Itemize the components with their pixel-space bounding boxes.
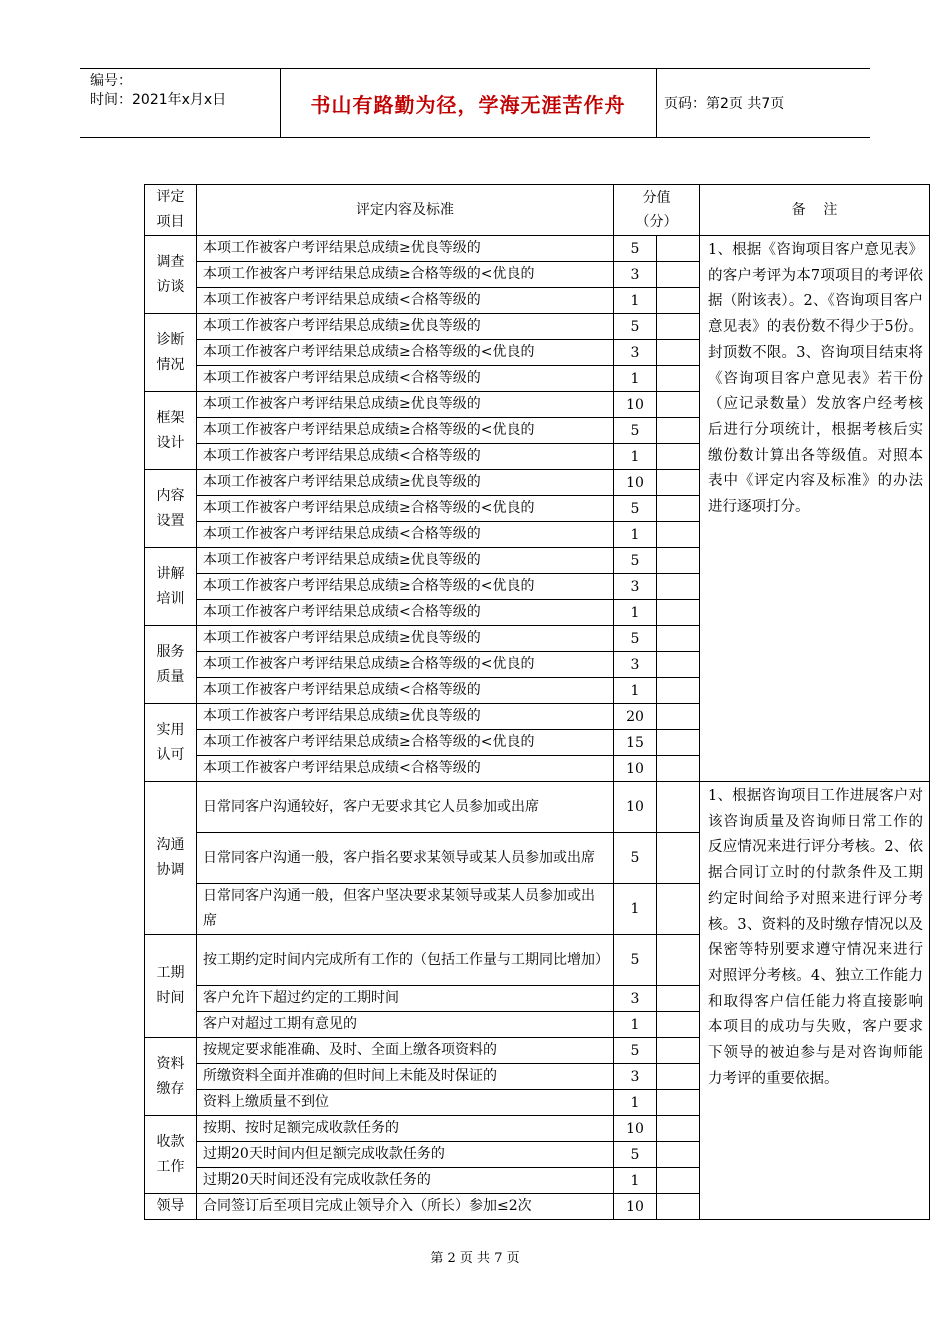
col-header-note: 备 注 [700, 185, 930, 236]
score-value: 10 [614, 392, 657, 418]
score-value: 1 [614, 884, 657, 935]
item-category-cell [145, 470, 197, 548]
score-blank-cell [657, 1116, 700, 1142]
remarks-block-2: 1、根据咨询项目工作进展客户对该咨询质量及咨询师日常工作的反应情况来进行评分考核。2、依据合同订立时的付款条件及工期约定时间给予对照来进行评分考核。3、资料的及时缴存情况以及保密等特别要求遵守情况来进行对照评分考核。4、独立工作能力和取得客户信任能力将直接影响本项目的成功与失败，客户要求下领导的被迫参与是对咨询师能力考评的重要依据。 [700, 782, 930, 1220]
col-header-score-text: 分值（分） [635, 190, 678, 230]
score-blank-cell [657, 782, 700, 833]
score-value: 10 [614, 470, 657, 496]
score-value: 5 [614, 418, 657, 444]
score-value: 1 [614, 522, 657, 548]
criteria-text: 本项工作被客户考评结果总成绩<合格等级的 [197, 288, 614, 314]
score-value: 5 [614, 548, 657, 574]
score-blank-cell [657, 678, 700, 704]
criteria-text: 客户对超过工期有意见的 [197, 1012, 614, 1038]
score-blank-cell [657, 444, 700, 470]
header-divider-right [656, 69, 657, 137]
score-value: 3 [614, 652, 657, 678]
score-value: 10 [614, 1116, 657, 1142]
score-blank-cell [657, 986, 700, 1012]
header-motto: 书山有路勤为径，学海无涯苦作舟 [310, 92, 626, 117]
item-category-cell [145, 392, 197, 470]
page-footer: 第 2 页 共 7 页 [430, 1251, 520, 1266]
criteria-text: 按规定要求能准确、及时、全面上缴各项资料的 [197, 1038, 614, 1064]
date-label: 时间：2021年x月x日 [90, 92, 227, 108]
item-category: 资料缴存 [156, 1055, 185, 1097]
item-category: 收款工作 [156, 1133, 185, 1175]
score-blank-cell [657, 366, 700, 392]
criteria-text: 本项工作被客户考评结果总成绩≥优良等级的 [197, 314, 614, 340]
score-blank-cell [657, 496, 700, 522]
score-blank-cell [657, 1012, 700, 1038]
item-category: 诊断情况 [156, 331, 185, 373]
score-value: 5 [614, 236, 657, 262]
item-category: 内容设置 [156, 487, 185, 529]
score-value: 1 [614, 678, 657, 704]
item-category-cell [145, 1116, 197, 1194]
score-value: 10 [614, 782, 657, 833]
score-blank-cell [657, 1142, 700, 1168]
table-row [145, 782, 930, 833]
criteria-text: 本项工作被客户考评结果总成绩≥优良等级的 [197, 548, 614, 574]
criteria-text: 本项工作被客户考评结果总成绩≥优良等级的 [197, 704, 614, 730]
score-value: 5 [614, 833, 657, 884]
item-category-cell [145, 782, 197, 935]
score-blank-cell [657, 522, 700, 548]
evaluation-table [144, 184, 930, 1220]
table-row [145, 236, 930, 262]
score-blank-cell [657, 418, 700, 444]
col-header-item [145, 185, 197, 236]
criteria-text: 本项工作被客户考评结果总成绩≥优良等级的 [197, 392, 614, 418]
score-blank-cell [657, 833, 700, 884]
table-header-row [145, 185, 930, 236]
item-category: 沟通协调 [156, 837, 185, 878]
col-header-content: 评定内容及标准 [197, 185, 614, 236]
score-value: 1 [614, 444, 657, 470]
item-category-cell [145, 704, 197, 782]
item-category-cell [145, 1038, 197, 1116]
criteria-text: 本项工作被客户考评结果总成绩<合格等级的 [197, 366, 614, 392]
score-value: 10 [614, 756, 657, 782]
score-value: 5 [614, 626, 657, 652]
item-category: 框架设计 [156, 409, 185, 451]
score-blank-cell [657, 1038, 700, 1064]
evaluation-table-body [145, 185, 930, 1220]
criteria-text: 本项工作被客户考评结果总成绩≥合格等级的<优良的 [197, 340, 614, 366]
item-category-cell [145, 935, 197, 1038]
criteria-text: 本项工作被客户考评结果总成绩≥合格等级的<优良的 [197, 418, 614, 444]
score-blank-cell [657, 600, 700, 626]
score-value: 1 [614, 1090, 657, 1116]
criteria-text: 日常同客户沟通一般，客户指名要求某领导或某人员参加或出席 [197, 833, 614, 884]
criteria-text: 本项工作被客户考评结果总成绩<合格等级的 [197, 600, 614, 626]
score-blank-cell [657, 470, 700, 496]
criteria-text: 本项工作被客户考评结果总成绩≥优良等级的 [197, 236, 614, 262]
score-blank-cell [657, 236, 700, 262]
score-blank-cell [657, 314, 700, 340]
item-category: 调查访谈 [156, 253, 185, 295]
item-category-cell [145, 626, 197, 704]
score-blank-cell [657, 652, 700, 678]
item-category: 服务质量 [156, 643, 185, 685]
score-blank-cell [657, 1168, 700, 1194]
score-value: 3 [614, 340, 657, 366]
score-blank-cell [657, 1064, 700, 1090]
col-header-score [614, 185, 700, 236]
criteria-text: 客户允许下超过约定的工期时间 [197, 986, 614, 1012]
serial-label: 编号： [90, 73, 132, 89]
score-blank-cell [657, 548, 700, 574]
header-meta [90, 72, 226, 110]
criteria-text: 合同签订后至项目完成止领导介入（所长）参加≤2次 [197, 1194, 614, 1220]
criteria-text: 过期20天时间内但足额完成收款任务的 [197, 1142, 614, 1168]
criteria-text: 本项工作被客户考评结果总成绩≥合格等级的<优良的 [197, 496, 614, 522]
criteria-text: 本项工作被客户考评结果总成绩≥合格等级的<优良的 [197, 652, 614, 678]
item-category: 领导 [156, 1198, 185, 1214]
criteria-text: 本项工作被客户考评结果总成绩≥合格等级的<优良的 [197, 574, 614, 600]
criteria-text: 本项工作被客户考评结果总成绩≥合格等级的<优良的 [197, 730, 614, 756]
criteria-text: 本项工作被客户考评结果总成绩≥优良等级的 [197, 470, 614, 496]
score-blank-cell [657, 884, 700, 935]
score-value: 5 [614, 935, 657, 986]
score-blank-cell [657, 756, 700, 782]
criteria-text: 本项工作被客户考评结果总成绩<合格等级的 [197, 678, 614, 704]
score-value: 1 [614, 288, 657, 314]
header-page-info: 页码：第2页 共7页 [664, 96, 785, 112]
item-category-cell [145, 1194, 197, 1220]
item-category-cell [145, 236, 197, 314]
item-category-cell [145, 548, 197, 626]
item-category-cell [145, 314, 197, 392]
score-value: 3 [614, 986, 657, 1012]
criteria-text: 日常同客户沟通一般，但客户坚决要求某领导或某人员参加或出席 [197, 884, 614, 935]
score-blank-cell [657, 262, 700, 288]
score-blank-cell [657, 935, 700, 986]
score-value: 10 [614, 1194, 657, 1220]
score-value: 15 [614, 730, 657, 756]
score-blank-cell [657, 340, 700, 366]
score-value: 5 [614, 1038, 657, 1064]
score-value: 3 [614, 262, 657, 288]
score-blank-cell [657, 1194, 700, 1220]
score-value: 5 [614, 496, 657, 522]
criteria-text: 本项工作被客户考评结果总成绩<合格等级的 [197, 444, 614, 470]
criteria-text: 按工期约定时间内完成所有工作的（包括工作量与工期同比增加） [197, 935, 614, 986]
score-value: 1 [614, 1012, 657, 1038]
score-value: 3 [614, 1064, 657, 1090]
score-blank-cell [657, 730, 700, 756]
score-blank-cell [657, 288, 700, 314]
item-category: 工期时间 [156, 965, 185, 1006]
score-value: 5 [614, 314, 657, 340]
score-value: 3 [614, 574, 657, 600]
score-blank-cell [657, 626, 700, 652]
score-value: 1 [614, 366, 657, 392]
score-blank-cell [657, 704, 700, 730]
score-blank-cell [657, 392, 700, 418]
score-value: 20 [614, 704, 657, 730]
item-category: 实用认可 [156, 721, 185, 763]
col-header-item-text: 评定项目 [156, 189, 185, 230]
criteria-text: 本项工作被客户考评结果总成绩≥合格等级的<优良的 [197, 262, 614, 288]
item-category: 讲解培训 [156, 565, 185, 607]
criteria-text: 本项工作被客户考评结果总成绩<合格等级的 [197, 756, 614, 782]
criteria-text: 本项工作被客户考评结果总成绩<合格等级的 [197, 522, 614, 548]
criteria-text: 资料上缴质量不到位 [197, 1090, 614, 1116]
criteria-text: 所缴资料全面并准确的但时间上未能及时保证的 [197, 1064, 614, 1090]
score-value: 5 [614, 1142, 657, 1168]
score-blank-cell [657, 574, 700, 600]
criteria-text: 按期、按时足额完成收款任务的 [197, 1116, 614, 1142]
criteria-text: 本项工作被客户考评结果总成绩≥优良等级的 [197, 626, 614, 652]
score-blank-cell [657, 1090, 700, 1116]
score-value: 1 [614, 1168, 657, 1194]
page-header [80, 68, 870, 138]
criteria-text: 日常同客户沟通较好，客户无要求其它人员参加或出席 [197, 782, 614, 833]
remarks-block-1: 1、根据《咨询项目客户意见表》的客户考评为本7项项目的考评依据（附该表）。2、《咨询项目客户意见表》的表份数不得少于5份。封顶数不限。3、咨询项目结束将《咨询项目客户意见表》若干份（应记录数量）发放客户经考核后进行分项统计，根据考核后实缴份数计算出各等级值。对照本表中《评定内容及标准》的办法进行逐项打分。 [700, 236, 930, 782]
criteria-text: 过期20天时间还没有完成收款任务的 [197, 1168, 614, 1194]
score-value: 1 [614, 600, 657, 626]
